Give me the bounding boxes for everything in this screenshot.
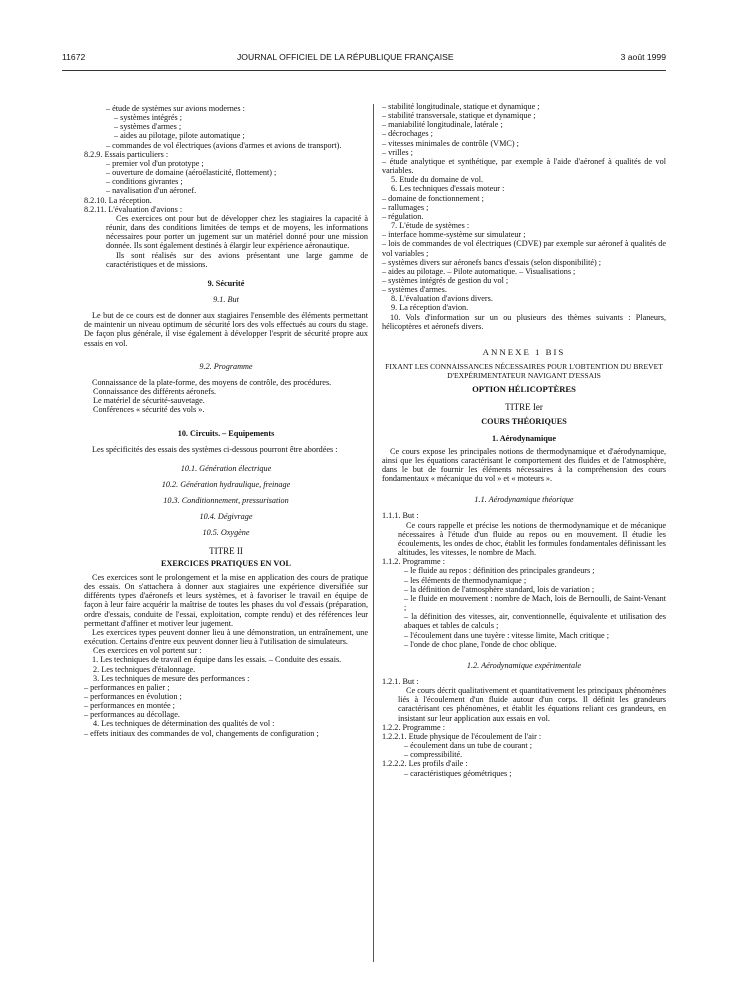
paragraph: Ces exercices sont le prolongement et la mise en application des cours de pratique des essais. On s'attachera à donner aux stagiaires une expérience diversifiée sur différents types d'aéronefs et leurs systèmes, et à favoriser le travail en équipe de façon à leur faire acquérir la maîtrise de toutes les phases du vol d'essais (préparation, ordre d'essais, conduite de l'essai, exploitation, compte rendu) et des références leur permettant d'affiner et motiver leur jugement. (84, 572, 368, 628)
paragraph: Les spécificités des essais des systèmes ci-dessous pourront être abordées : (92, 444, 338, 454)
list-item: – compressibilité. (404, 750, 463, 760)
subsection-title: 1.2. Aérodynamique expérimentale (466, 660, 582, 670)
paragraph: Ce cours décrit qualitativement et quantitativement les principaux phénomènes liés à l'écoulement d'un fluide autour d'un corps. Il définit les grandeurs caractérisant ces phénomènes, et établit les équations reliant ces grandeurs, en insistant sur leur application aux essais en vol. (398, 686, 666, 723)
subsection-title: 9.1. But (213, 294, 239, 304)
list-item: – maniabilité longitudinale, latérale ; (382, 120, 503, 130)
right-column (382, 102, 666, 778)
paragraph: Le but de ce cours est de donner aux stagiaires l'ensemble des éléments permettant de maintenir un niveau optimum de sécurité lors des vols effectués au cours du stage. De façon plus générale, il vise également à développer l'esprit de sécurité propre aux essais en vol. (84, 311, 368, 348)
left-column (84, 104, 368, 738)
subsection-title: 1.1. Aérodynamique théorique (474, 495, 574, 505)
list-item: – rallumages ; (382, 202, 429, 212)
list-item: – la définition de l'atmosphère standard, lois de variation ; (404, 584, 595, 594)
subsection-title: 9.2. Programme (199, 361, 253, 371)
list-item: – commandes de vol électriques (avions d'armes et avions de transport). (106, 140, 342, 150)
paragraph: Ces exercices ont pour but de développer chez les stagiaires la capacité à réunir, dans des conditions limitées de temps et de moyens, les informations nécessaires pour porter un jugement sur un matériel donné pour une mission donnée. Ils sont également destinés à élargir leur expérience aéronautique. (106, 213, 368, 251)
list-item: – stabilité transversale, statique et dynamique ; (382, 111, 536, 121)
list-item: – décrochages ; (382, 129, 433, 139)
list-item: – ouverture de domaine (aéroélasticité, flottement) ; (106, 168, 277, 178)
section-heading: 1.2.1. But : (382, 676, 419, 686)
list-item: – les éléments de thermodynamique ; (404, 575, 527, 585)
list-item: – domaine de fonctionnement ; (382, 193, 484, 203)
list-item: – l'écoulement dans une tuyère : vitesse limite, Mach critique ; (404, 630, 609, 640)
column-divider (373, 104, 374, 962)
subsection-title: 10.5. Oxygène (202, 528, 250, 538)
list-item: – le fluide au repos : définition des principales grandeurs ; (404, 566, 595, 576)
header-rule (62, 70, 666, 71)
section-title: 10. Circuits. – Equipements (177, 428, 275, 438)
option-title: OPTION HÉLICOPTÈRES (472, 384, 576, 395)
paragraph: Le matériel de sécurité-sauvetage. (93, 396, 205, 406)
subsection-title: 10.3. Conditionnement, pressurisation (163, 496, 289, 506)
list-item: 4. Les techniques de détermination des qualités de vol : (93, 719, 275, 729)
list-item: – performances en évolution ; (84, 691, 182, 701)
list-item: – stabilité longitudinale, statique et dynamique ; (382, 102, 540, 111)
list-item: – interface homme-système sur simulateur ; (382, 230, 526, 240)
paragraph: Ces exercices en vol portent sur : (93, 646, 202, 656)
titre-subheading: EXERCICES PRATIQUES EN VOL (161, 558, 291, 568)
list-item: – la définition des vitesses, air, conventionnelle, équivalente et utilisation des abaques et tables de calculs ; (404, 612, 666, 631)
list-item: – performances en palier ; (84, 682, 170, 692)
list-item: – l'onde de choc plane, l'onde de choc oblique. (404, 639, 557, 649)
section-heading: 8.2.9. Essais particuliers : (84, 149, 169, 159)
list-item: 1. Les techniques de travail en équipe dans les essais. – Conduite des essais. (92, 655, 342, 665)
annexe-subtitle: FIXANT LES CONNAISSANCES NÉCESSAIRES POUR L'OBTENTION DU BREVET D'EXPÉRIMENTATEUR NAVIGANT D'ESSAIS (385, 362, 663, 381)
section-heading: 1.1.1. But : (382, 511, 419, 521)
list-item: – aides au pilotage. – Pilote automatique. – Visualisations ; (382, 266, 576, 276)
annexe-title: ANNEXE 1 BIS (482, 346, 566, 357)
list-item: – performances au décollage. (84, 710, 180, 720)
subsection-title: 10.4. Dégivrage (199, 512, 253, 522)
list-item: – systèmes d'armes ; (114, 122, 182, 132)
list-item: 2. Les techniques d'étalonnage. (93, 664, 196, 674)
titre-heading: TITRE Ier (505, 402, 543, 413)
list-item: 9. La réception d'avion. (391, 303, 469, 313)
section-heading: 1.1.2. Programme : (382, 557, 445, 567)
list-item: – aides au pilotage, pilote automatique ; (114, 131, 245, 141)
page-header (62, 52, 666, 66)
paragraph: Ils sont réalisés sur des avions présentant une large gamme de caractéristiques et de missions. (106, 250, 368, 269)
list-item: – systèmes intégrés ; (114, 113, 182, 123)
titre-heading: TITRE II (209, 545, 243, 556)
list-item: – conditions givrantes ; (106, 177, 183, 187)
list-item: – vitesses minimales de contrôle (VMC) ; (382, 138, 519, 148)
paragraph: Ce cours expose les principales notions de thermodynamique et d'aérodynamique, ainsi que les équations caractérisant le comportement des fluides et de l'atmosphère, dans le but de fournir les éléments nécessaires à la compréhension des cours fondamentaux « mécanique du vol » et « moteurs ». (382, 446, 666, 484)
list-item: – caractéristiques géométriques ; (404, 768, 512, 778)
subsection-title: 10.1. Génération électrique (180, 463, 272, 473)
list-item: – écoulement dans un tube de courant ; (404, 741, 533, 751)
list-item: 3. Les techniques de mesure des performances : (93, 673, 250, 683)
paragraph: Ce cours rappelle et précise les notions de thermodynamique et de mécanique nécessaires à l'étude d'un fluide au repos ou en mouvement. Il étudie les écoulements, les ondes de choc, établit les formules fondamentales définissant les altitudes, les vitesses, le nombre de Mach. (398, 520, 666, 558)
list-item: – effets initiaux des commandes de vol, changements de configuration ; (84, 728, 319, 738)
paragraph: Connaissance des différents aéronefs. (93, 387, 217, 397)
paragraph: Conférences « sécurité des vols ». (93, 405, 205, 415)
paragraph: Les exercices types peuvent donner lieu à une démonstration, un entraînement, une exécution. Certains d'entre eux peuvent donner lieu à l'utilisation de simulateurs. (84, 627, 368, 647)
list-item: 7. L'étude de systèmes : (391, 221, 470, 231)
list-item: 5. Etude du domaine de vol. (391, 175, 484, 185)
subsection-title: 10.2. Génération hydraulique, freinage (161, 480, 291, 489)
section-heading: 8.2.11. L'évaluation d'avions : (84, 204, 183, 214)
section-heading: 8.2.10. La réception. (84, 195, 152, 205)
section-heading: 1.2.2.2. Les profils d'aile : (382, 759, 468, 769)
list-item: – étude de systèmes sur avions modernes : (106, 104, 245, 113)
list-item: – systèmes d'armes. (382, 285, 447, 295)
section-heading: 1.2.2. Programme : (382, 722, 445, 732)
list-item: – premier vol d'un prototype ; (106, 158, 204, 168)
issue-date: 3 août 1999 (620, 52, 666, 62)
journal-title: JOURNAL OFFICIEL DE LA RÉPUBLIQUE FRANÇAISE (237, 52, 454, 62)
list-item: – systèmes divers sur aéronefs bancs d'essais (selon disponibilité) ; (382, 257, 602, 267)
list-item: 10. Vols d'information sur un ou plusieurs des thèmes suivants : Planeurs, hélicoptères et aéronefs divers. (382, 312, 666, 331)
page-number: 11672 (62, 52, 86, 62)
list-item: – systèmes intégrés de gestion du vol ; (382, 275, 509, 285)
section-title: 1. Aérodynamique (492, 433, 556, 443)
paragraph: Connaissance de la plate-forme, des moyens de contrôle, des procédures. (92, 377, 332, 387)
list-item: – régulation. (382, 211, 424, 221)
list-item: 6. Les techniques d'essais moteur : (391, 184, 505, 194)
list-item: – étude analytique et synthétique, par exemple à l'aide d'aéronef à qualités de vol variables. (382, 156, 666, 176)
list-item: – le fluide en mouvement : nombre de Mach, lois de Bernoulli, de Saint-Venant ; (404, 593, 666, 613)
list-item: – lois de commandes de vol électriques (CDVE) par exemple sur aéronef à qualités de vol variables ; (382, 239, 666, 258)
list-item: 8. L'évaluation d'avions divers. (391, 294, 493, 304)
titre-subheading: COURS THÉORIQUES (481, 417, 567, 427)
list-item: – vrilles ; (382, 147, 413, 157)
section-heading: 1.2.2.1. Etude physique de l'écoulement de l'air : (382, 731, 542, 741)
list-item: – performances en montée ; (84, 701, 175, 711)
list-item: – navalisation d'un aéronef. (106, 186, 197, 196)
section-title: 9. Sécurité (207, 278, 245, 288)
